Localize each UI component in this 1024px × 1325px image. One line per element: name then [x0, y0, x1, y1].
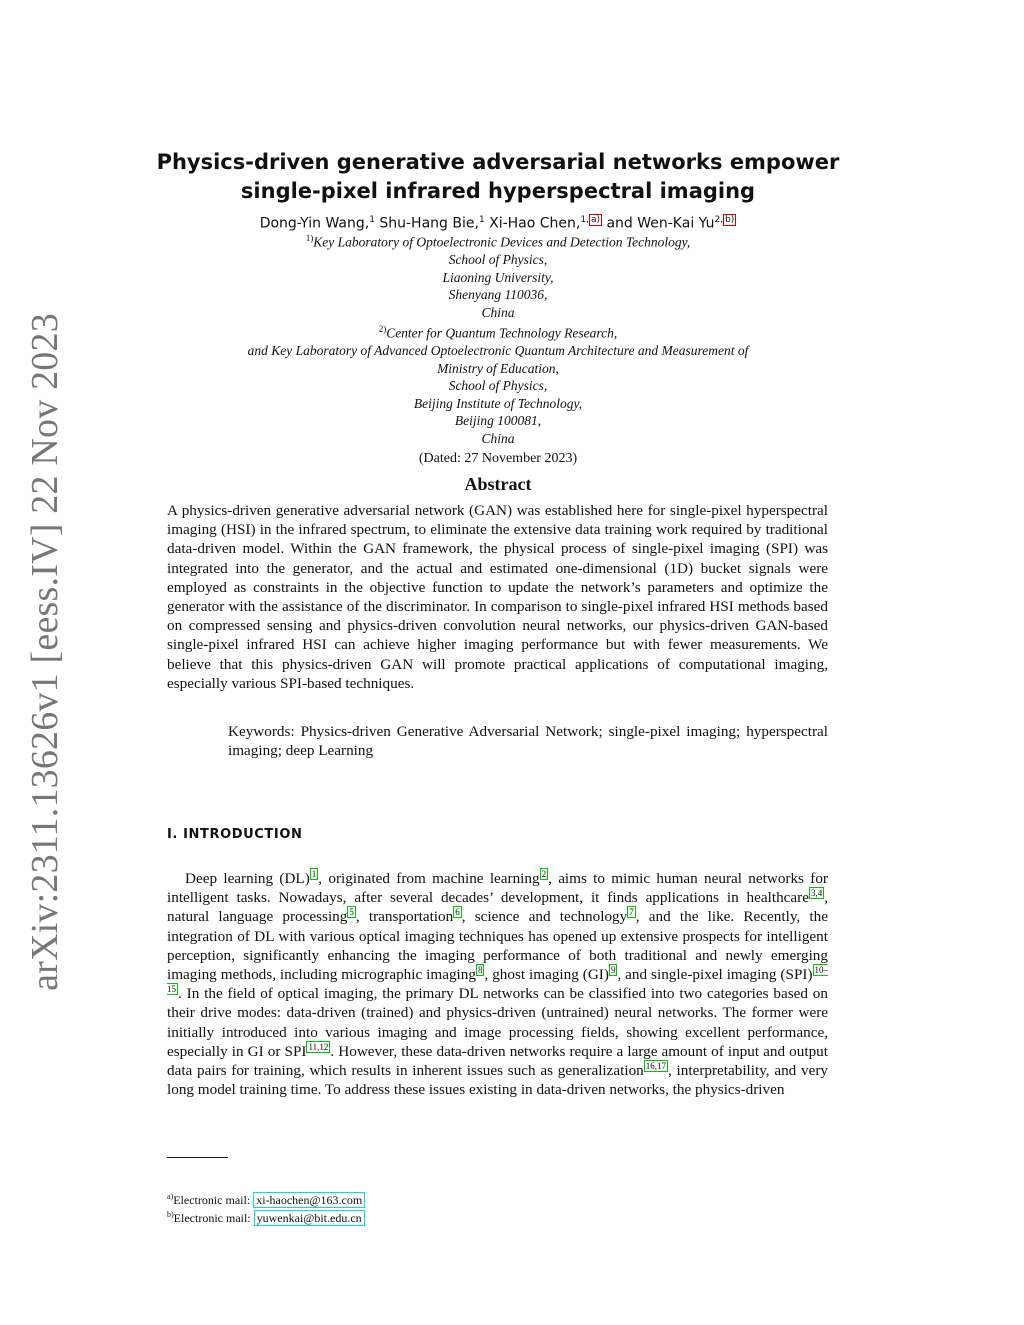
citation-link[interactable]: 1 — [311, 868, 317, 879]
affiliation-1-text: Key Laboratory of Optoelectronic Devices and Detection Technology, — [313, 234, 691, 250]
affiliation-1-line: China — [481, 304, 515, 320]
footnote-b-mark: b) — [167, 1210, 174, 1219]
abstract-heading: Abstract — [464, 474, 532, 494]
author-1-affil: 1 — [369, 215, 375, 225]
footnote-b — [167, 1207, 767, 1226]
intro-text: Deep learning (DL) — [185, 870, 310, 887]
citation-link[interactable]: 8 — [477, 964, 483, 975]
author-3-footnote-link[interactable]: a) — [590, 215, 600, 225]
footnote-a-label: Electronic mail: — [173, 1193, 254, 1207]
footnote-b-label: Electronic mail: — [173, 1211, 254, 1225]
intro-text: , natural language processing — [167, 889, 828, 926]
affiliation-2-line: China — [481, 430, 515, 446]
affiliation-2-mark: 2) — [378, 324, 387, 334]
section-heading-introduction: I. INTRODUCTION — [167, 827, 303, 842]
citation-link[interactable]: 9 — [610, 964, 616, 975]
paper-title — [150, 148, 846, 206]
footnote-a-mark: a) — [167, 1192, 174, 1201]
abstract-body: A physics-driven generative adversarial network (GAN) was established here for single-pixel hyperspectral imaging (HSI) in the infrared spectrum, to eliminate the extensive data training work required by traditional data-driven model. Within the GAN framework, the physical process of single-pixel imaging (SPI) was integrated into the generator, and the actual and estimated one-dimensional (1D) bucket signals were employed as constraints in the objective function to update the network’s parameters and optimize the generator with the assistance of the discriminator. In comparison to single-pixel infrared HSI methods based on compressed sensing and physics-driven convolution neural networks, our physics-driven GAN-based single-pixel infrared HSI can achieve higher imaging performance but with fewer measurements. We believe that this physics-driven GAN will promote practical applications of computational imaging, especially various SPI-based techniques. — [167, 502, 828, 692]
author-4-affil: 2, — [714, 215, 724, 225]
keywords: Keywords: Physics-driven Generative Adversarial Network; single-pixel imaging; hyperspectral imaging; deep Learning — [228, 723, 828, 760]
affiliation-2-line: and Key Laboratory of Advanced Optoelectronic Quantum Architecture and Measurement of — [247, 343, 749, 358]
arxiv-stamp-text: arXiv:2311.13626v1 [eess.IV] 22 Nov 2023 — [24, 313, 67, 991]
author-4: and Wen-Kai Yu — [602, 215, 715, 232]
author-1: Dong-Yin Wang, — [259, 215, 370, 232]
affiliation-2-text: Center for Quantum Technology Research, — [386, 325, 618, 341]
email-link-a[interactable]: xi-haochen@163.com — [253, 1192, 365, 1208]
citation-link[interactable]: 2 — [541, 868, 547, 879]
intro-text: . However, these data-driven networks require a large amount of input and output data pairs for training, which results in inherent issues such as generalization — [167, 1042, 828, 1080]
affiliation-2-line: Beijing Institute of Technology, — [413, 395, 583, 411]
affiliation-1-line: Shenyang 110036, — [448, 287, 548, 302]
citation-link[interactable]: 10–15 — [167, 964, 829, 995]
intro-text: , interpretability, and very long model training time. To address these issues existing in data-driven networks, the physics-driven — [167, 1062, 828, 1099]
intro-paragraph — [167, 869, 828, 1099]
footnote-a — [167, 1189, 767, 1208]
email-link-b[interactable]: yuwenkai@bit.edu.cn — [254, 1210, 365, 1226]
intro-text: . In the field of optical imaging, the primary DL networks can be classified into two categories based on their drive modes: data-driven (trained) and physics-driven (untrained) neural networks. The former were initially introduced into various imaging and image processing fields, showing excellent performance, especially in GI or SPI — [167, 985, 828, 1060]
citation-link[interactable]: 6 — [455, 907, 460, 918]
author-2-affil: 1 — [478, 215, 485, 225]
affiliation-2-line: Ministry of Education, — [437, 360, 559, 376]
title-line-1: Physics-driven generative adversarial networks empower — [156, 150, 840, 174]
affiliation-2-line — [150, 321, 846, 342]
affiliation-2-line: Beijing 100081, — [454, 413, 542, 428]
author-2: Shu-Hang Bie, — [374, 215, 479, 232]
affiliation-1-line: School of Physics, — [448, 252, 548, 267]
intro-text: , ghost imaging (GI) — [484, 966, 609, 984]
intro-text: , and single-pixel imaging (SPI) — [617, 966, 813, 984]
author-3-affil: 1, — [580, 215, 589, 225]
intro-text: , and the like. Recently, the integration of DL with various optical imaging techniques has opened up extensive prospects for intelligent perception, significantly enhancing the imaging performance of both traditional and newly emerging imaging methods, including micrographic imaging — [167, 908, 828, 984]
citation-link[interactable]: 5 — [349, 907, 354, 918]
arxiv-sidebar-stamp — [20, 313, 70, 991]
intro-text: , originated from machine learning — [318, 870, 540, 887]
affiliation-1-line — [150, 230, 846, 251]
intro-text: , transportation — [355, 908, 454, 926]
intro-text: , science and technology — [461, 908, 628, 926]
author-4-footnote-link[interactable]: b) — [725, 215, 735, 225]
citation-link[interactable]: 7 — [629, 907, 634, 918]
author-3: Xi-Hao Chen, — [484, 215, 581, 232]
affiliations — [150, 230, 846, 447]
affiliation-2-line: School of Physics, — [448, 378, 548, 393]
dated-line: (Dated: 27 November 2023) — [418, 451, 578, 466]
intro-text: , aims to mimic human neural networks for intelligent tasks. Nowadays, after several decades’ development, it finds applications in healthcare — [167, 870, 828, 907]
affiliation-1-line: Liaoning University, — [442, 269, 554, 285]
footnote-divider — [167, 1157, 228, 1158]
title-line-2: single-pixel infrared hyperspectral imaging — [240, 179, 756, 203]
affiliation-1-mark: 1) — [305, 233, 314, 243]
citation-link[interactable]: 11,12 — [308, 1041, 329, 1052]
citation-link[interactable]: 3,4 — [810, 888, 823, 899]
citation-link[interactable]: 16,17 — [645, 1060, 667, 1071]
